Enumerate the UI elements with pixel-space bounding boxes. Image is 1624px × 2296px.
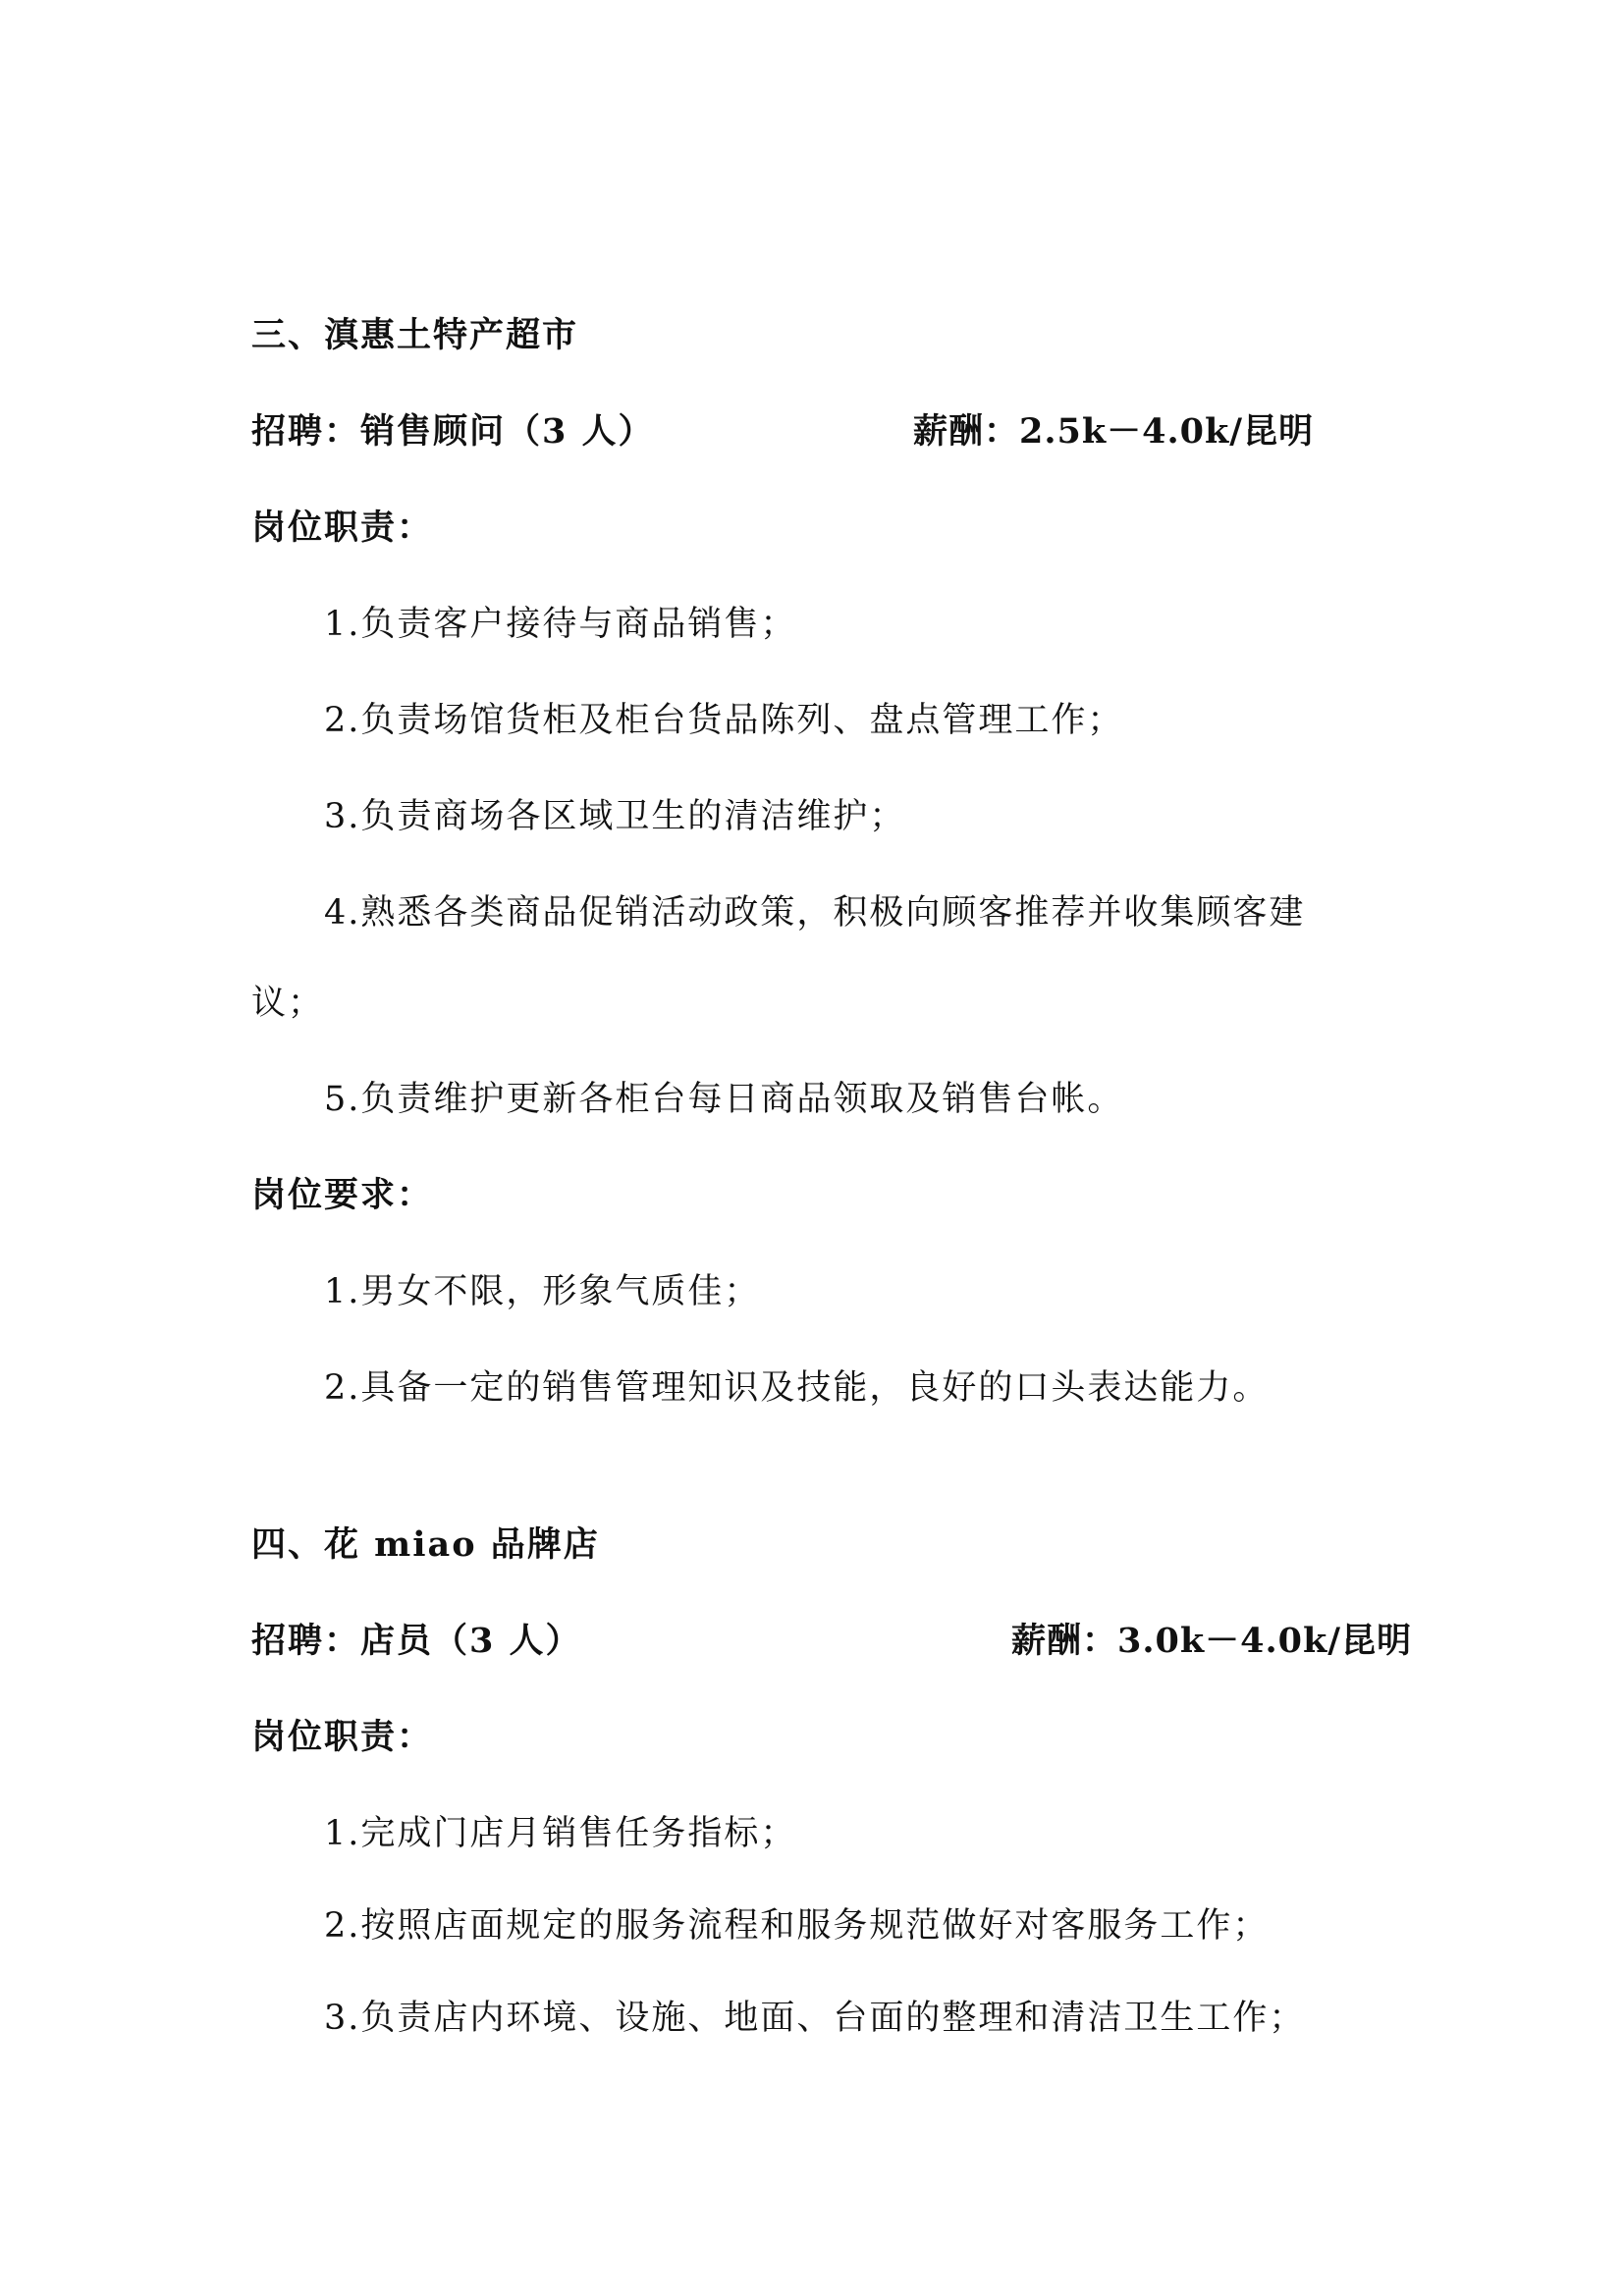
section4-duty-2: 2.按照店面规定的服务流程和服务规范做好对客服务工作； <box>324 1906 1270 1946</box>
section3-duty-3: 3.负责商场各区域卫生的清洁维护； <box>324 797 906 836</box>
section4-duty-1: 1.完成门店月销售任务指标； <box>324 1814 797 1853</box>
section4-duty-3: 3.负责店内环境、设施、地面、台面的整理和清洁卫生工作； <box>324 1999 1306 2038</box>
section3-duty-4-cont: 议； <box>251 984 325 1023</box>
section3-salary: 薪酬：2.5k－4.0k/昆明 <box>913 411 1315 452</box>
section3-duties-heading: 岗位职责： <box>251 507 434 548</box>
section3-duty-5: 5.负责维护更新各柜台每日商品领取及销售台帐。 <box>324 1080 1124 1119</box>
section3-requirements-heading: 岗位要求： <box>251 1175 434 1215</box>
section4-recruit: 招聘：店员（3 人） <box>251 1621 582 1661</box>
section3-title: 三、滇惠土特产超市 <box>251 315 579 355</box>
section3-duty-2: 2.负责场馆货柜及柜台货品陈列、盘点管理工作； <box>324 701 1124 740</box>
section4-title: 四、花 miao 品牌店 <box>251 1524 600 1565</box>
section3-duty-1: 1.负责客户接待与商品销售； <box>324 605 797 644</box>
section3-duty-4: 4.熟悉各类商品促销活动政策，积极向顾客推荐并收集顾客建 <box>324 893 1306 933</box>
section4-salary: 薪酬：3.0k－4.0k/昆明 <box>1011 1621 1413 1661</box>
section3-recruit: 招聘：销售顾问（3 人） <box>251 411 655 452</box>
section4-duties-heading: 岗位职责： <box>251 1717 434 1757</box>
section3-requirement-2: 2.具备一定的销售管理知识及技能，良好的口头表达能力。 <box>324 1368 1270 1408</box>
section3-requirement-1: 1.男女不限，形象气质佳； <box>324 1272 761 1311</box>
